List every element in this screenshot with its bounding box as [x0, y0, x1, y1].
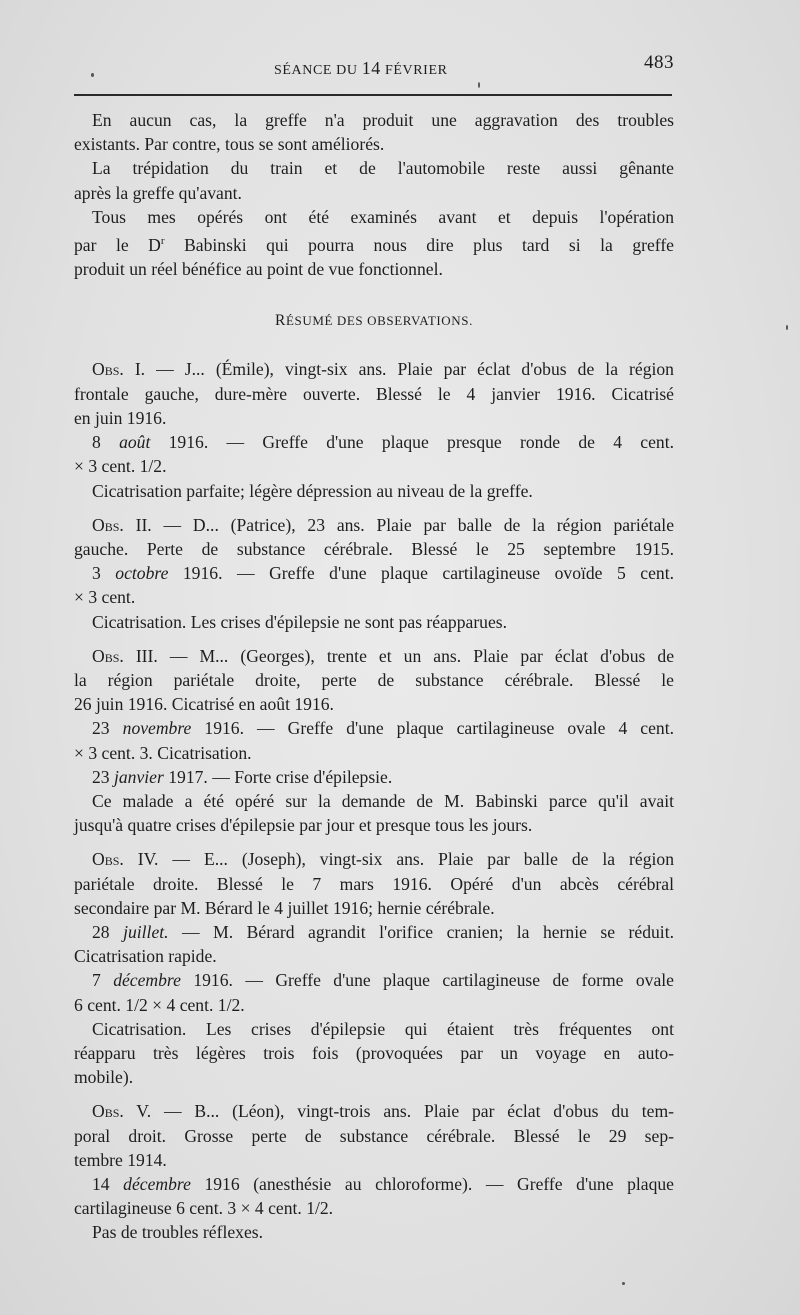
scan-speck — [786, 325, 788, 330]
section-title: RÉSUMÉ DES OBSERVATIONS. — [275, 312, 473, 330]
observation-5: Obs. V. — B... (Léon), vingt-trois ans. Plaie par éclat d'obus du tem- poral droit. Grosse perte de substance cérébrale. Blessé le 29 sep- tembre 1914. 14 décembre 1916 (anesthésie au chloroforme). — Greffe d'une plaque cartilagineuse 6 cent. 3 × 4 cent. 1/2. Pas de troubles réflexes. — [74, 1101, 674, 1243]
running-head: SÉANCE DU 14 FÉVRIER — [274, 58, 448, 78]
scan-speck — [622, 1282, 625, 1285]
page-header — [74, 50, 674, 80]
observation-2: Obs. II. — D... (Patrice), 23 ans. Plaie par balle de la région pariétale gauche. Perte de substance cérébrale. Blessé le 25 septembre 1915. 3 octobre 1916. — Greffe d'une plaque cartilagineuse ovoïde 5 cent. × 3 cent. Cicatrisation. Les crises d'épilepsie ne sont pas réapparues. — [74, 514, 675, 632]
obs-label: Obs. IV. — [92, 849, 159, 870]
obs-label: Obs. II. — [92, 514, 152, 535]
obs-label: Obs. I. — [92, 359, 146, 380]
scan-speck — [478, 82, 480, 88]
observation-4: Obs. IV. — E... (Joseph), vingt-six ans. Plaie par balle de la région pariétale droite. Blessé le 7 mars 1916. Opéré d'un abcès cérébral secondaire par M. Bérard le 4 juillet 1916; hernie cérébrale. 28 juillet. — M. Bérard agrandit l'orifice cranien; la hernie se réduit. Cicatrisation rapide. 7 décembre 1916. — Greffe d'une plaque cartilagineuse de forme ovale 6 cent. 1/2 × 4 cent. 1/2. Cicatrisation. Les crises d'épilepsie qui étaient très fréquentes ont réapparu très légères trois fois (provoquées par un voyage en auto- mobile). — [74, 849, 675, 1088]
obs-label: Obs. III. — [92, 645, 158, 666]
paragraph: En aucun cas, la greffe n'a produit une aggravation des troubles existants. Par contre, tous se sont améliorés. — [74, 110, 674, 155]
page-number: 483 — [644, 52, 674, 73]
paragraph: Tous mes opérés ont été examinés avant et depuis l'opération par le $D^r$ Babinski qui pourra nous dire plus tard si la greffe produit un réel bénéfice au point de vue fonctionnel. — [74, 206, 674, 280]
paragraph: La trépidation du train et de l'automobile reste aussi gênante après la greffe qu'avant. — [74, 158, 674, 203]
observation-1: Obs. I. — J... (Émile), vingt-six ans. Plaie par éclat d'obus de la région frontale gauche, dure-mère ouverte. Blessé le 4 janvier 1916. Cicatrisé en juin 1916. 8 août 1916. — Greffe d'une plaque presque ronde de 4 cent. × 3 cent. 1/2. Cicatrisation parfaite; légère dépression au niveau de la greffe. — [74, 359, 674, 501]
scan-speck — [91, 73, 94, 77]
body-text — [74, 108, 674, 1245]
observation-3: Obs. III. — M... (Georges), trente et un ans. Plaie par éclat d'obus de la région pariétale droite, perte de substance cérébrale. Blessé le 26 juin 1916. Cicatrisé en août 1916. 23 novembre 1916. — Greffe d'une plaque cartilagineuse ovale 4 cent. × 3 cent. 3. Cicatrisation. 23 janvier 1917. — Forte crise d'épilepsie. Ce malade a été opéré sur la demande de M. Babinski parce qu'il avait jusqu'à quatre crises d'épilepsie par jour et presque tous les jours. — [74, 645, 675, 836]
obs-label: Obs. V. — [92, 1101, 152, 1122]
header-rule — [74, 94, 672, 96]
